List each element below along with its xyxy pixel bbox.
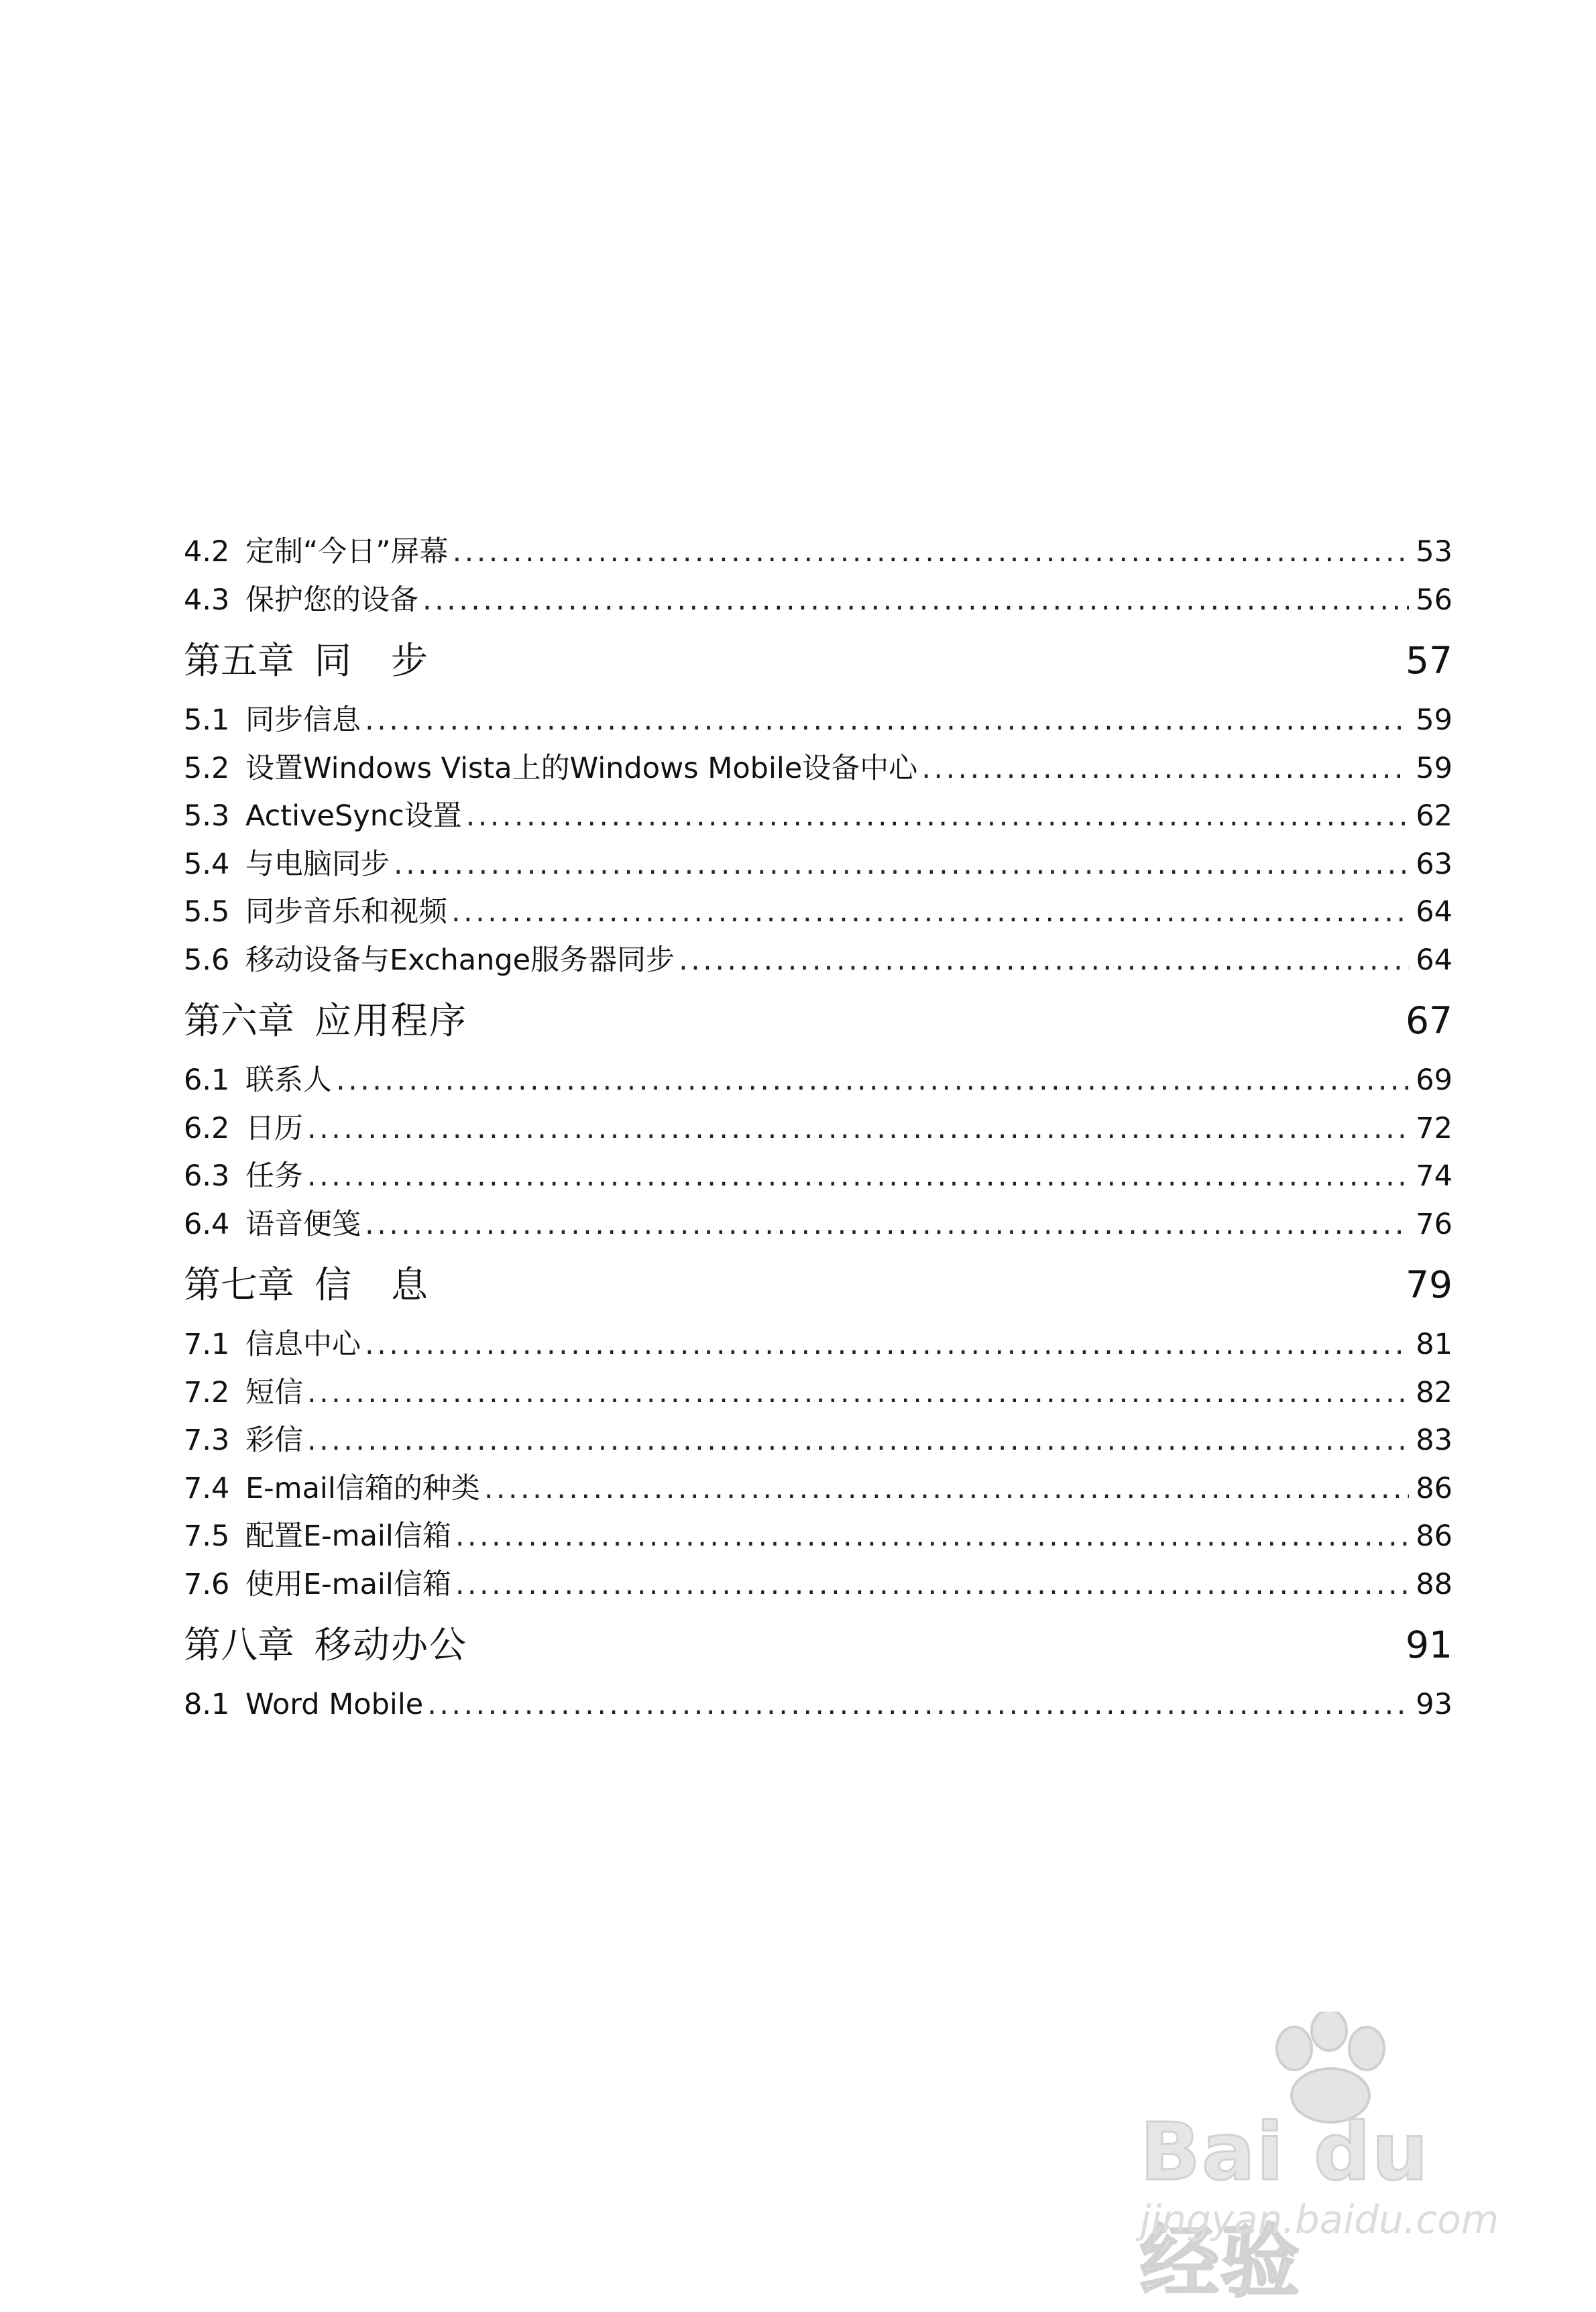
section-page-number: 86: [1416, 1471, 1452, 1505]
section-page-number: 74: [1416, 1159, 1452, 1193]
dot-leader: [455, 1513, 1409, 1561]
section-number: 5.1: [184, 703, 230, 737]
toc-chapter-heading[interactable]: [184, 625, 1452, 697]
section-number: 7.5: [184, 1519, 230, 1553]
section-number: 7.6: [184, 1567, 230, 1601]
section-page-number: 76: [1416, 1207, 1452, 1241]
section-title: 彩信: [245, 1424, 303, 1457]
toc-chapter-heading[interactable]: [184, 985, 1452, 1057]
section-page-number: 81: [1416, 1328, 1452, 1361]
chapter-number: 第五章: [184, 639, 295, 682]
dot-leader: [422, 577, 1409, 625]
watermark-url: jingyan.baidu.com: [1140, 2197, 1499, 2242]
dot-leader: [365, 1201, 1409, 1249]
chapter-title: 移动办公: [315, 1623, 468, 1666]
section-title: 保护您的设备: [245, 583, 418, 617]
chapter-page-number: 57: [1406, 639, 1452, 682]
section-number: 7.1: [184, 1328, 230, 1361]
dot-leader: [427, 1681, 1409, 1729]
section-title: 同步信息: [245, 703, 361, 737]
toc-chapter-heading[interactable]: [184, 1249, 1452, 1321]
chapter-title: 应用程序: [315, 999, 468, 1042]
section-title: 配置E-mail信箱: [245, 1519, 451, 1553]
dot-leader: [365, 1321, 1409, 1369]
dot-leader: [679, 937, 1409, 985]
section-title: ActiveSync设置: [245, 799, 462, 833]
section-page-number: 63: [1416, 847, 1452, 881]
section-page-number: 82: [1416, 1375, 1452, 1409]
section-page-number: 86: [1416, 1519, 1452, 1553]
section-page-number: 88: [1416, 1567, 1452, 1601]
section-page-number: 59: [1416, 751, 1452, 785]
section-title: 使用E-mail信箱: [245, 1567, 451, 1601]
dot-leader: [394, 841, 1409, 889]
dot-leader: [451, 888, 1409, 937]
toc-entry[interactable]: [184, 1561, 1452, 1609]
toc-entry[interactable]: [184, 1153, 1452, 1201]
watermark-logo-text: Bai du 经验: [1140, 2105, 1430, 2308]
section-page-number: 93: [1416, 1688, 1452, 1721]
toc-entry[interactable]: [184, 888, 1452, 937]
section-number: 5.2: [184, 751, 230, 785]
section-number: 4.3: [184, 583, 230, 617]
toc-entry[interactable]: [184, 1417, 1452, 1465]
toc-entry[interactable]: [184, 1369, 1452, 1418]
toc-entry[interactable]: [184, 1513, 1452, 1561]
chapter-number: 第八章: [184, 1623, 295, 1666]
section-title: Word Mobile: [245, 1688, 424, 1721]
dot-leader: [455, 1561, 1409, 1609]
section-number: 5.5: [184, 895, 230, 929]
toc-entry[interactable]: [184, 577, 1452, 625]
section-page-number: 83: [1416, 1424, 1452, 1457]
toc-entry[interactable]: [184, 1201, 1452, 1249]
section-page-number: 59: [1416, 703, 1452, 737]
chapter-page-number: 79: [1406, 1263, 1452, 1306]
toc-entry[interactable]: [184, 841, 1452, 889]
section-page-number: 62: [1416, 799, 1452, 833]
section-number: 6.2: [184, 1111, 230, 1145]
section-title: 定制“今日”屏幕: [245, 535, 449, 569]
dot-leader: [466, 793, 1410, 841]
section-title: 日历: [245, 1111, 303, 1145]
section-number: 5.4: [184, 847, 230, 881]
table-of-contents: [184, 528, 1452, 1729]
toc-entry[interactable]: [184, 1681, 1452, 1729]
toc-chapter-heading[interactable]: [184, 1609, 1452, 1681]
section-title: 同步音乐和视频: [245, 895, 447, 929]
toc-entry[interactable]: [184, 793, 1452, 841]
section-title: 短信: [245, 1375, 303, 1409]
chapter-page-number: 67: [1406, 999, 1452, 1042]
chapter-number: 第七章: [184, 1263, 295, 1306]
dot-leader: [453, 528, 1410, 577]
dot-leader: [307, 1417, 1409, 1465]
dot-leader: [484, 1465, 1409, 1513]
section-title: E-mail信箱的种类: [245, 1471, 480, 1505]
section-number: 6.4: [184, 1207, 230, 1241]
chapter-page-number: 91: [1406, 1623, 1452, 1666]
toc-entry[interactable]: [184, 1465, 1452, 1513]
section-title: 与电脑同步: [245, 847, 390, 881]
toc-entry[interactable]: [184, 697, 1452, 745]
section-number: 7.3: [184, 1424, 230, 1457]
section-page-number: 64: [1416, 943, 1452, 977]
toc-entry[interactable]: [184, 937, 1452, 985]
dot-leader: [365, 697, 1409, 745]
toc-entry[interactable]: [184, 745, 1452, 793]
toc-entry[interactable]: [184, 1057, 1452, 1105]
section-title: 设置Windows Vista上的Windows Mobile设备中心: [245, 751, 918, 785]
section-title: 联系人: [245, 1063, 332, 1097]
dot-leader: [307, 1369, 1409, 1418]
toc-entry[interactable]: [184, 528, 1452, 577]
dot-leader: [336, 1057, 1409, 1105]
chapter-title: 信 息: [315, 1263, 430, 1306]
toc-entry[interactable]: [184, 1105, 1452, 1153]
section-title: 语音便笺: [245, 1207, 361, 1241]
section-title: 任务: [245, 1159, 303, 1193]
chapter-number: 第六章: [184, 999, 295, 1042]
dot-leader: [921, 745, 1409, 793]
section-number: 5.6: [184, 943, 230, 977]
dot-leader: [307, 1153, 1409, 1201]
section-number: 7.2: [184, 1375, 230, 1409]
section-title: 信息中心: [245, 1328, 361, 1361]
section-number: 8.1: [184, 1688, 230, 1721]
section-page-number: 53: [1416, 535, 1452, 569]
baidu-jingyan-watermark: [1133, 2012, 1509, 2308]
section-number: 4.2: [184, 535, 230, 569]
section-number: 6.3: [184, 1159, 230, 1193]
section-page-number: 56: [1416, 583, 1452, 617]
chapter-title: 同 步: [315, 639, 430, 682]
section-number: 5.3: [184, 799, 230, 833]
dot-leader: [307, 1105, 1409, 1153]
section-page-number: 72: [1416, 1111, 1452, 1145]
section-title: 移动设备与Exchange服务器同步: [245, 943, 675, 977]
toc-entry[interactable]: [184, 1321, 1452, 1369]
section-number: 6.1: [184, 1063, 230, 1097]
section-page-number: 64: [1416, 895, 1452, 929]
section-page-number: 69: [1416, 1063, 1452, 1097]
section-number: 7.4: [184, 1471, 230, 1505]
